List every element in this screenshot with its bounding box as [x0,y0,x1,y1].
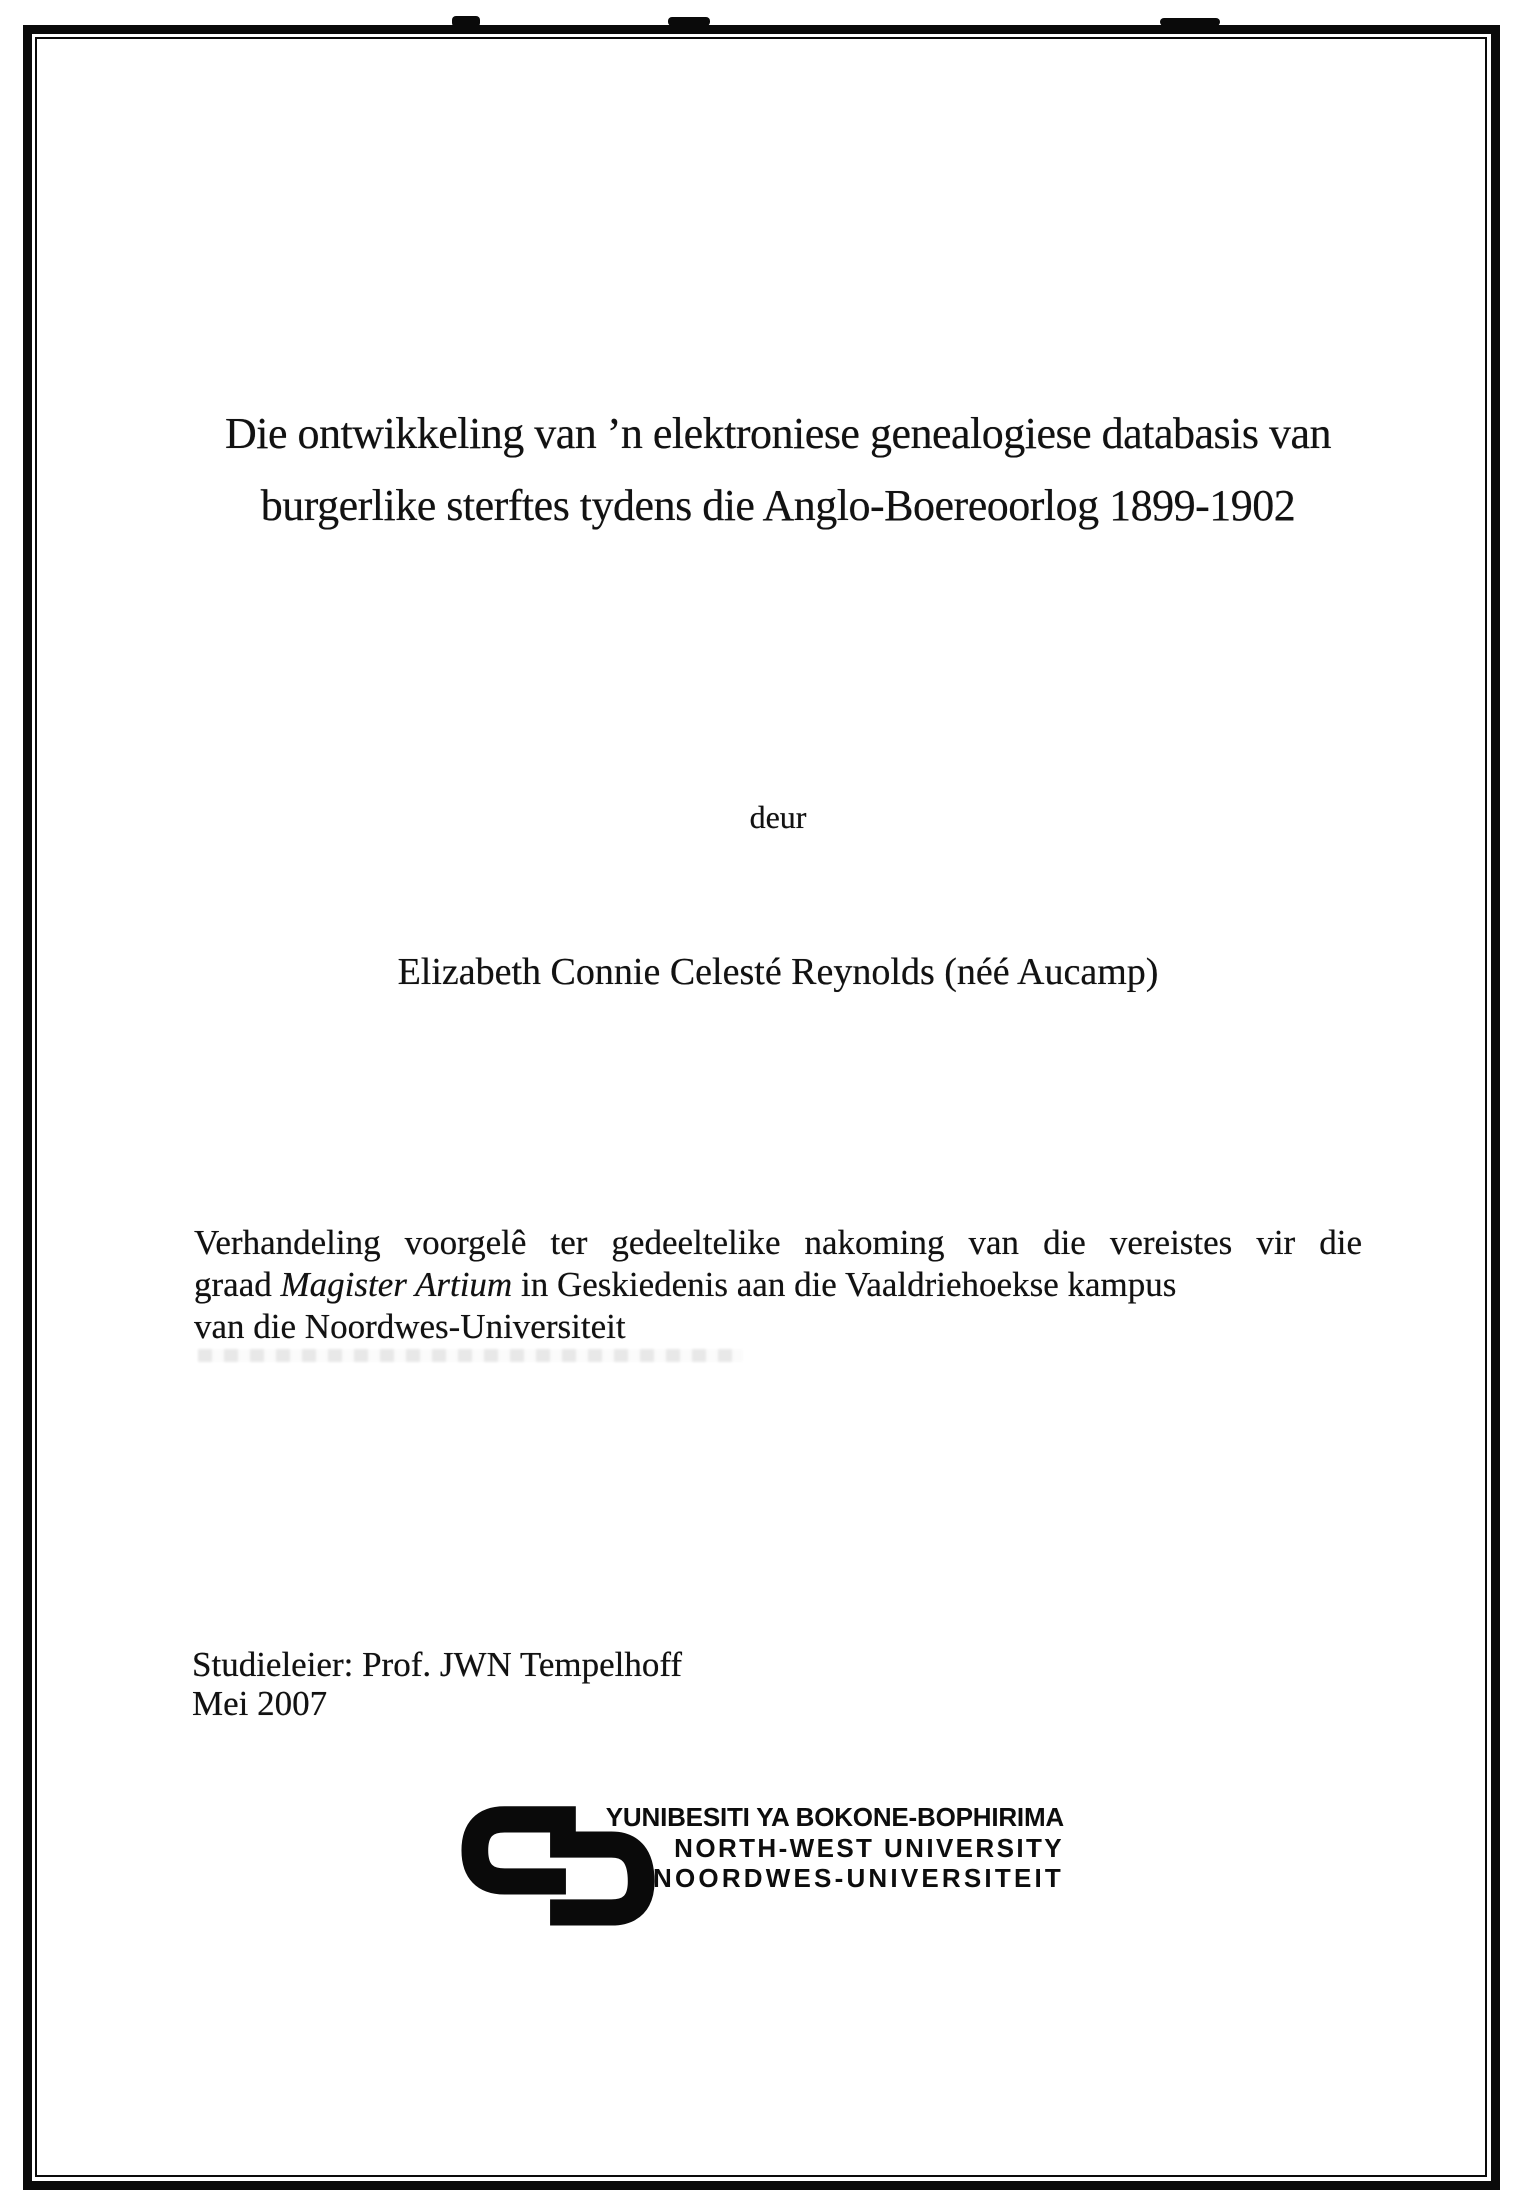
logo-line-afrikaans: NOORDWES-UNIVERSITEIT [653,1863,1064,1893]
byline-label: deur [749,799,807,835]
degree-name: Magister Artium [280,1265,513,1304]
scan-artifact [1160,18,1220,26]
submission-line3: van die Noordwes-Universiteit [194,1307,626,1346]
submission-line2-pre: graad [194,1265,281,1304]
date-line: Mei 2007 [192,1684,328,1723]
submission-line2 [194,1264,1362,1306]
submission-statement [194,1222,1362,1348]
supervisor-line: Studieleier: Prof. JWN Tempelhoff [192,1645,683,1684]
thesis-title-line1: Die ontwikkeling van ’n elektroniese genealogiese databasis van [224,409,1331,458]
author-name: Elizabeth Connie Celesté Reynolds (néé Aucamp) [397,951,1159,993]
thesis-title [180,398,1376,542]
university-logo [459,1799,1099,1939]
thesis-title-line2: burgerlike sterftes tydens die Anglo-Boereoorlog 1899-1902 [260,481,1296,530]
university-logo-text [586,1802,1064,1894]
scan-artifact [668,17,710,26]
submission-line2-post: in Geskiedenis aan die Vaaldriehoekse kampus [512,1265,1177,1304]
logo-line-setswana: YUNIBESITI YA BOKONE-BOPHIRIMA [605,1802,1064,1832]
scan-artifact [452,16,480,27]
submission-line1: Verhandeling voorgelê ter gedeeltelike nakoming van die vereistes vir die [194,1223,1362,1262]
scan-smudge [198,1349,743,1362]
logo-line-english: NORTH-WEST UNIVERSITY [674,1832,1064,1863]
supervisor-block [192,1645,682,1723]
